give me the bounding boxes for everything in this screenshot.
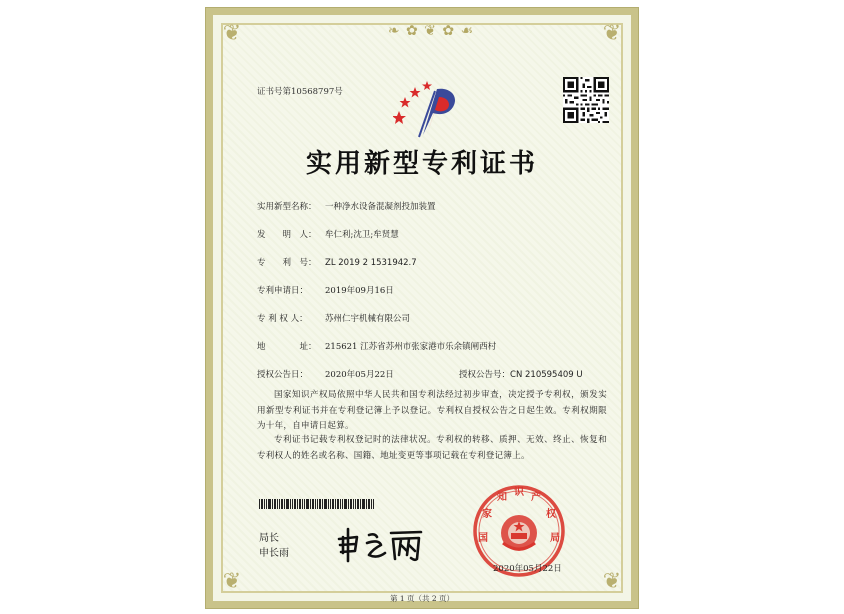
seal-char: 局 — [550, 533, 560, 544]
field-inventors: 发 明 人： 牟仁利;沈卫;牟贤慧 — [257, 230, 399, 240]
field-grant-announcement-number: 授权公告号：CN 210595409 U — [459, 370, 583, 380]
corner-ornament-icon: ❦ — [222, 569, 242, 594]
page-footer: 第 1 页（共 2 页） — [389, 594, 455, 603]
director-name: 申长雨 — [259, 548, 289, 559]
patent-certificate — [206, 8, 638, 608]
director-signature — [335, 525, 425, 563]
field-address: 地 址： 215621 江苏省苏州市张家港市乐余镇闸西村 — [257, 342, 497, 352]
field-patent-number: 专 利 号： ZL 2019 2 1531942.7 — [257, 258, 417, 268]
grant-statement-paragraph: 国家知识产权局依照中华人民共和国专利法经过初步审查，决定授予专利权，颁发实用新型专利证书并在专利登记簿上予以登记。专利权自授权公告之日起生效。专利权期限为十年，自申请日起算。 — [257, 390, 607, 431]
barcode — [259, 499, 374, 509]
field-application-date: 专利申请日： 2019年09月16日 — [257, 286, 394, 296]
director-block — [259, 531, 289, 561]
seal-char: 家 — [482, 509, 492, 520]
seal-char: 国 — [478, 533, 488, 544]
seal-date: 2020年05月22日 — [493, 564, 562, 574]
field-grant-announcement-date: 授权公告日： 2020年05月22日 — [257, 370, 394, 380]
qr-code — [563, 77, 609, 123]
cnipa-logo-icon — [393, 75, 463, 139]
top-ornament-icon: ❧ ✿ ❦ ✿ ☙ — [387, 23, 475, 39]
field-utility-model-name: 实用新型名称： 一种净水设备混凝剂投加装置 — [257, 202, 436, 212]
certificate-number: 证书号第10568797号 — [257, 87, 343, 97]
seal-char: 识 — [514, 487, 524, 498]
corner-ornament-icon: ❦ — [602, 21, 622, 46]
legal-status-paragraph: 专利证书记载专利权登记时的法律状况。专利权的转移、质押、无效、终止、恢复和专利权人的姓名或名称、国籍、地址变更等事项记载在专利登记簿上。 — [257, 435, 607, 461]
corner-ornament-icon: ❦ — [602, 569, 622, 594]
director-title: 局长 — [259, 533, 279, 544]
field-patentee: 专 利 权 人： 苏州仁宇机械有限公司 — [257, 314, 411, 324]
seal-char: 知 — [497, 492, 507, 503]
certificate-title: 实用新型专利证书 — [305, 149, 538, 179]
corner-ornament-icon: ❦ — [222, 21, 242, 46]
certificate-inner-frame — [221, 21, 623, 603]
seal-char: 产 — [531, 492, 541, 503]
seal-char: 权 — [546, 509, 556, 520]
